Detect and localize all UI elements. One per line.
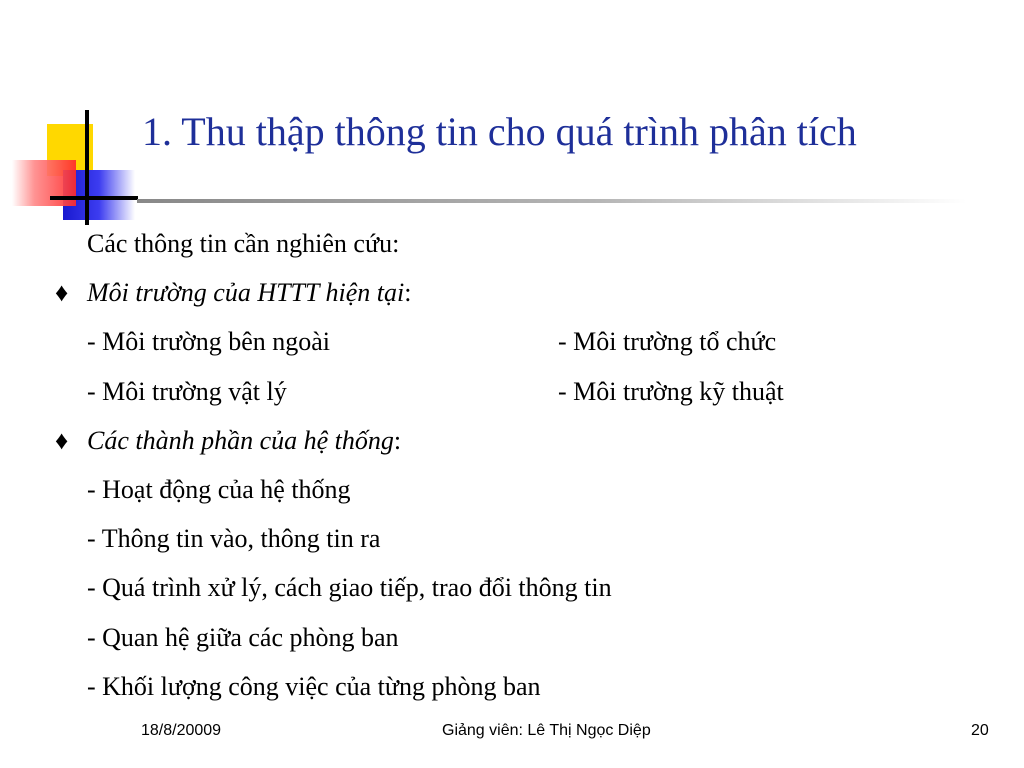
horizontal-line xyxy=(50,196,138,200)
section-heading xyxy=(55,421,975,470)
list-item-right: - Môi trường kỹ thuật xyxy=(558,376,784,406)
list-item xyxy=(55,568,975,617)
list-item-text: - Hoạt động của hệ thống xyxy=(87,474,351,504)
page-number: 20 xyxy=(971,722,989,739)
list-item-text: - Quá trình xử lý, cách giao tiếp, trao đổi thông tin xyxy=(87,573,612,603)
slide-body xyxy=(55,224,975,716)
slide-title: 1. Thu thập thông tin cho quá trình phân tích xyxy=(142,109,857,154)
list-item xyxy=(55,618,975,667)
heading-colon: : xyxy=(393,425,402,455)
intro-line xyxy=(55,224,975,273)
section-heading-text: Môi trường của HTTT hiện tại xyxy=(87,278,405,308)
heading-colon: : xyxy=(404,278,412,308)
list-item-left: - Môi trường vật lý xyxy=(87,376,287,406)
section-heading xyxy=(55,273,975,322)
footer-presenter: Giảng viên: Lê Thị Ngọc Diệp xyxy=(442,722,651,739)
list-item xyxy=(55,519,975,568)
corner-logo xyxy=(0,0,150,240)
intro-text: Các thông tin cần nghiên cứu: xyxy=(87,229,400,258)
title-underline xyxy=(137,199,967,203)
list-item xyxy=(55,667,975,716)
list-item-right: - Môi trường tổ chức xyxy=(558,327,777,357)
footer-date: 18/8/20009 xyxy=(141,722,222,739)
list-item-left: - Môi trường bên ngoài xyxy=(87,327,331,357)
vertical-line xyxy=(85,110,89,225)
list-item-text: - Quan hệ giữa các phòng ban xyxy=(87,622,399,652)
list-item xyxy=(55,470,975,519)
diamond-bullet-icon: ♦ xyxy=(55,278,69,308)
list-item-text: - Thông tin vào, thông tin ra xyxy=(87,524,381,554)
list-item xyxy=(55,322,975,371)
list-item-text: - Khối lượng công việc của từng phòng ban xyxy=(87,671,541,701)
diamond-bullet-icon: ♦ xyxy=(55,425,69,455)
list-item xyxy=(55,372,975,421)
section-heading-text: Các thành phần của hệ thống xyxy=(87,425,394,455)
